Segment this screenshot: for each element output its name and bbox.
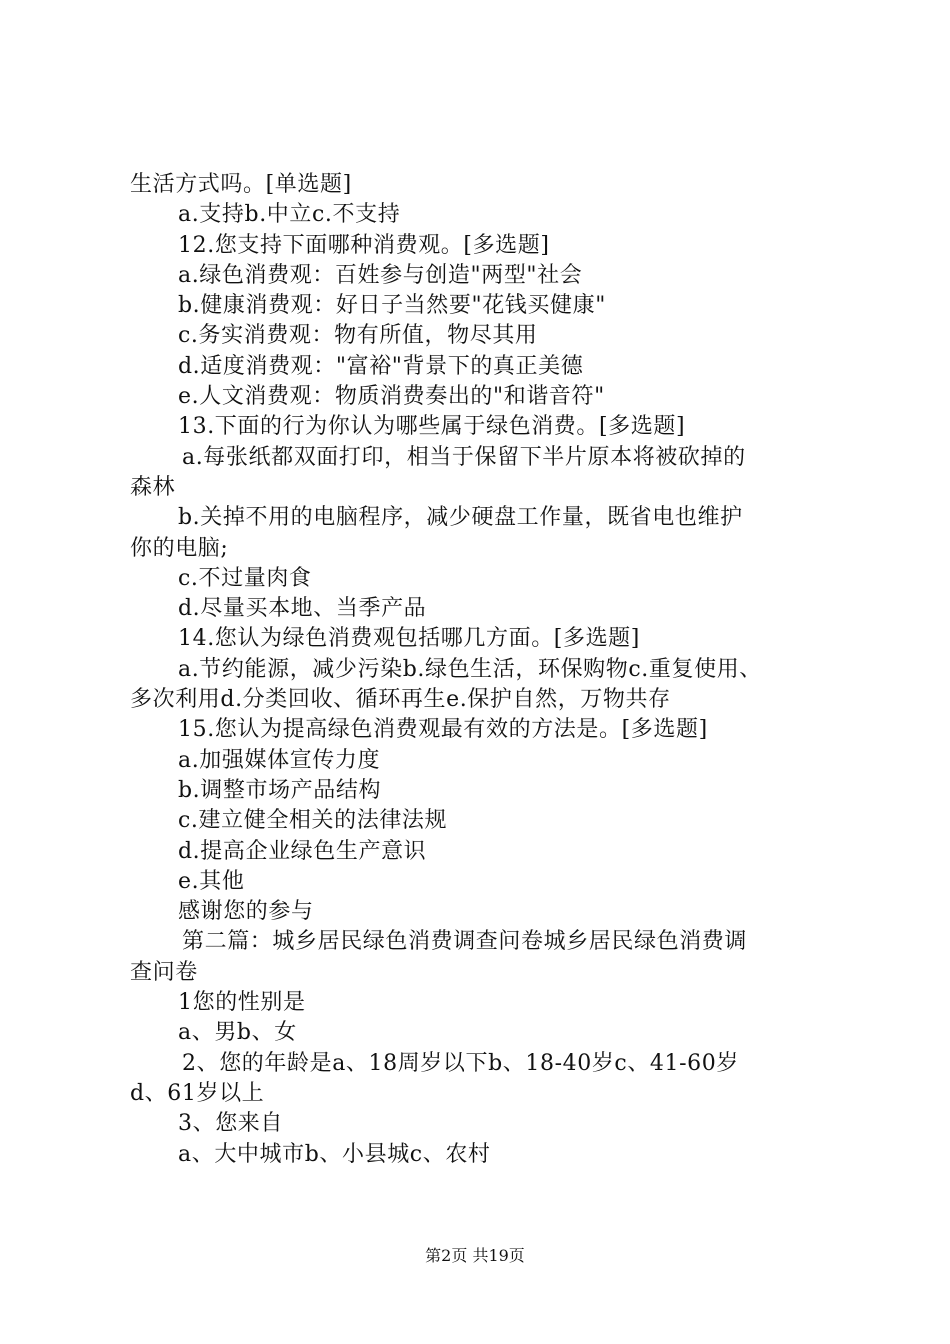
option-line: c.务实消费观：物有所值，物尽其用: [178, 323, 538, 349]
question-15: 15.您认为提高绿色消费观最有效的方法是。[多选题]: [178, 717, 708, 743]
question-14: 14.您认为绿色消费观包括哪几方面。[多选题]: [178, 626, 640, 652]
text-line: 多次利用d.分类回收、循环再生e.保护自然，万物共存: [130, 687, 671, 713]
option-line: b.关掉不用的电脑程序，减少硬盘工作量，既省电也维护: [178, 505, 743, 531]
option-line: e.人文消费观：物质消费奏出的"和谐音符": [178, 384, 605, 410]
thanks-line: 感谢您的参与: [178, 899, 314, 925]
option-line: c.建立健全相关的法律法规: [178, 808, 448, 834]
option-line: e.其他: [178, 868, 245, 894]
text-line: 你的电脑;: [130, 535, 229, 561]
option-line: d.适度消费观："富裕"背景下的真正美德: [178, 353, 584, 379]
text-line: d、61岁以上: [130, 1080, 265, 1106]
option-line: d.提高企业绿色生产意识: [178, 838, 427, 864]
page-footer: 第2页 共19页: [425, 1246, 525, 1265]
text-line: 查问卷: [130, 959, 198, 985]
question-12: 12.您支持下面哪种消费观。[多选题]: [178, 232, 550, 258]
option-line: c.不过量肉食: [178, 565, 312, 591]
document-body: [130, 170, 835, 1170]
text-line: a.支持b.中立c.不支持: [178, 202, 401, 228]
option-line: a.加强媒体宣传力度: [178, 747, 381, 773]
text-line: 森林: [130, 474, 176, 500]
option-line: a、男b、女: [178, 1020, 297, 1046]
option-line: a.每张纸都双面打印，相当于保留下半片原本将被砍掉的: [182, 444, 746, 470]
option-line: b.健康消费观：好日子当然要"花钱买健康": [178, 293, 606, 319]
section-heading: 第二篇：城乡居民绿色消费调查问卷城乡居民绿色消费调: [182, 929, 748, 955]
question-line: 1您的性别是: [178, 990, 306, 1016]
question-line: 2、您的年龄是a、18周岁以下b、18-40岁c、41-60岁: [182, 1050, 739, 1076]
option-line: a、大中城市b、小县城c、农村: [178, 1141, 491, 1167]
option-line: a.节约能源，减少污染b.绿色生活，环保购物c.重复使用、: [178, 656, 762, 682]
option-line: d.尽量买本地、当季产品: [178, 596, 427, 622]
question-line: 3、您来自: [178, 1111, 283, 1137]
option-line: a.绿色消费观：百姓参与创造"两型"社会: [178, 262, 583, 288]
text-line: 生活方式吗。[单选题]: [130, 172, 352, 197]
option-line: b.调整市场产品结构: [178, 777, 382, 803]
question-13: 13.下面的行为你认为哪些属于绿色消费。[多选题]: [178, 414, 686, 440]
